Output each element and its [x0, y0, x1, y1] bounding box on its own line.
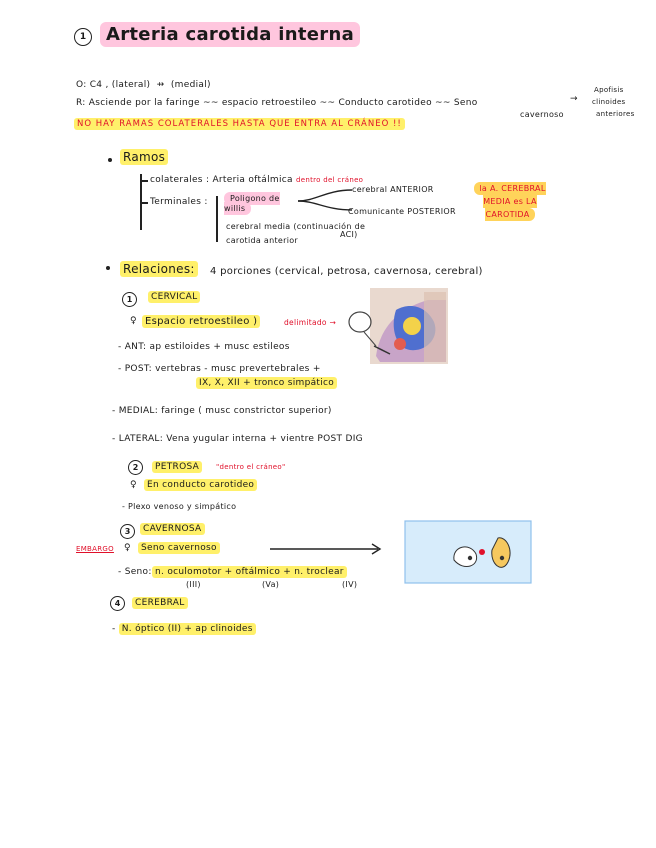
warning-text: NO HAY RAMAS COLATERALES HASTA QUE ENTRA AL CRÁNEO !!	[74, 118, 405, 130]
cervical-anatomy-image	[340, 286, 448, 370]
origin-line	[76, 80, 211, 90]
title-number: 1	[74, 28, 92, 46]
cavernous-sinus-image	[404, 520, 532, 584]
espacio-text: Espacio retroestileo )	[142, 315, 260, 328]
poligono-text	[224, 194, 294, 214]
apofisis-1: Apofisis	[594, 86, 624, 94]
petrosa-number: 2	[128, 460, 143, 475]
terminales-label: Terminales :	[150, 197, 208, 207]
colaterales-label: colaterales :	[150, 175, 210, 185]
long-arrow-icon	[268, 542, 384, 556]
ramos-tick-2	[140, 202, 148, 204]
ramos-heading	[120, 150, 168, 164]
cerebral-number: 4	[110, 596, 125, 611]
page-title-text: Arteria carotida interna	[100, 22, 360, 47]
colaterales-note: dentro del cráneo	[296, 176, 364, 184]
pin-icon: ♀	[124, 543, 131, 553]
post-line-1: - POST: vertebras - musc prevertebrales +	[118, 364, 321, 374]
course-line: R: Asciende por la faringe ~~ espacio retroestileo ~~ Conducto carotideo ~~ Seno	[76, 98, 478, 108]
nerves-line	[152, 567, 347, 577]
petrosa-heading-text: PETROSA	[152, 461, 202, 473]
relaciones-heading	[120, 262, 198, 276]
relaciones-heading-text: Relaciones:	[120, 261, 198, 277]
ant-line: - ANT: ap estiloides + musc estileos	[118, 342, 290, 352]
seno-text: Seno cavernoso	[138, 542, 220, 554]
ramos-tick-1	[140, 180, 148, 182]
nerve-num-IV: (IV)	[342, 580, 358, 589]
plexo-line: - Plexo venoso y simpático	[122, 502, 237, 511]
cavernosa-heading-text: CAVERNOSA	[140, 523, 205, 535]
lateral-line: - LATERAL: Vena yugular interna + vientre POST DIG	[112, 434, 363, 444]
crossed-arrow-icon: ⇸	[153, 80, 168, 90]
poligono-label: Poligono de willis	[224, 194, 280, 213]
embargo-label: EMBARGO	[76, 545, 114, 553]
post-line-2-text: IX, X, XII + tronco simpático	[196, 377, 337, 389]
bullet	[108, 158, 112, 162]
cavernoso-text: cavernoso	[520, 110, 564, 119]
cavernosa-heading	[140, 524, 205, 534]
medial-line: - MEDIAL: faringe ( musc constrictor superior)	[112, 406, 332, 416]
nerves-text: n. oculomotor + oftálmico + n. troclear	[152, 566, 347, 578]
nerves-prefix: - Seno:	[118, 567, 152, 577]
ramos-note-text: la A. CEREBRAL MEDIA es LA CAROTIDA	[474, 182, 545, 221]
fork-lines	[296, 186, 356, 216]
cerebral-line	[112, 624, 256, 634]
apofisis-3: anteriores	[596, 110, 635, 118]
cerebral-heading	[132, 598, 188, 608]
petrosa-note: "dentro el cráneo"	[216, 463, 286, 471]
pin-icon: ♀	[130, 316, 137, 326]
origin-text: O: C4 , (lateral)	[76, 80, 151, 90]
espacio-line	[142, 316, 260, 327]
cervical-heading-text: CERVICAL	[148, 291, 200, 303]
cervical-number: 1	[122, 292, 137, 307]
delimitado-text: delimitado →	[284, 318, 337, 327]
page-title	[100, 24, 360, 45]
seno-line	[138, 543, 220, 553]
cerebral-media-2: carotida anterior	[226, 236, 299, 245]
terminales-bracket	[216, 196, 218, 242]
nerve-num-III: (III)	[186, 580, 201, 589]
arrow-icon: →	[570, 94, 578, 104]
ramos-note	[462, 182, 558, 221]
conducto-line	[144, 480, 257, 490]
apofisis-2: clinoides	[592, 98, 626, 106]
cervical-heading	[148, 292, 200, 302]
bullet	[106, 266, 110, 270]
cerebral-text: N. óptico (II) + ap clinoides	[119, 623, 256, 635]
relaciones-subtitle: 4 porciones (cervical, petrosa, cavernosa, cerebral)	[210, 266, 483, 277]
colaterales-value: Arteria oftálmica	[212, 175, 293, 185]
cerebral-media-1: cerebral media (continuación de	[226, 222, 366, 231]
conducto-text: En conducto carotideo	[144, 479, 257, 491]
colaterales-line	[150, 175, 363, 185]
pin-icon: ♀	[130, 480, 137, 490]
cavernosa-number: 3	[120, 524, 135, 539]
cerebral-anterior: cerebral ANTERIOR	[352, 185, 434, 194]
petrosa-heading	[152, 462, 202, 472]
aci-text: ACI)	[340, 230, 358, 239]
post-line-2	[196, 378, 337, 388]
ramos-heading-text: Ramos	[120, 149, 168, 165]
nerve-num-Va: (Va)	[262, 580, 280, 589]
origin-medial-text: (medial)	[170, 80, 211, 90]
cerebral-heading-text: CEREBRAL	[132, 597, 188, 609]
dash-mark: -	[112, 624, 119, 634]
comunicante-posterior: Comunicante POSTERIOR	[348, 207, 456, 216]
